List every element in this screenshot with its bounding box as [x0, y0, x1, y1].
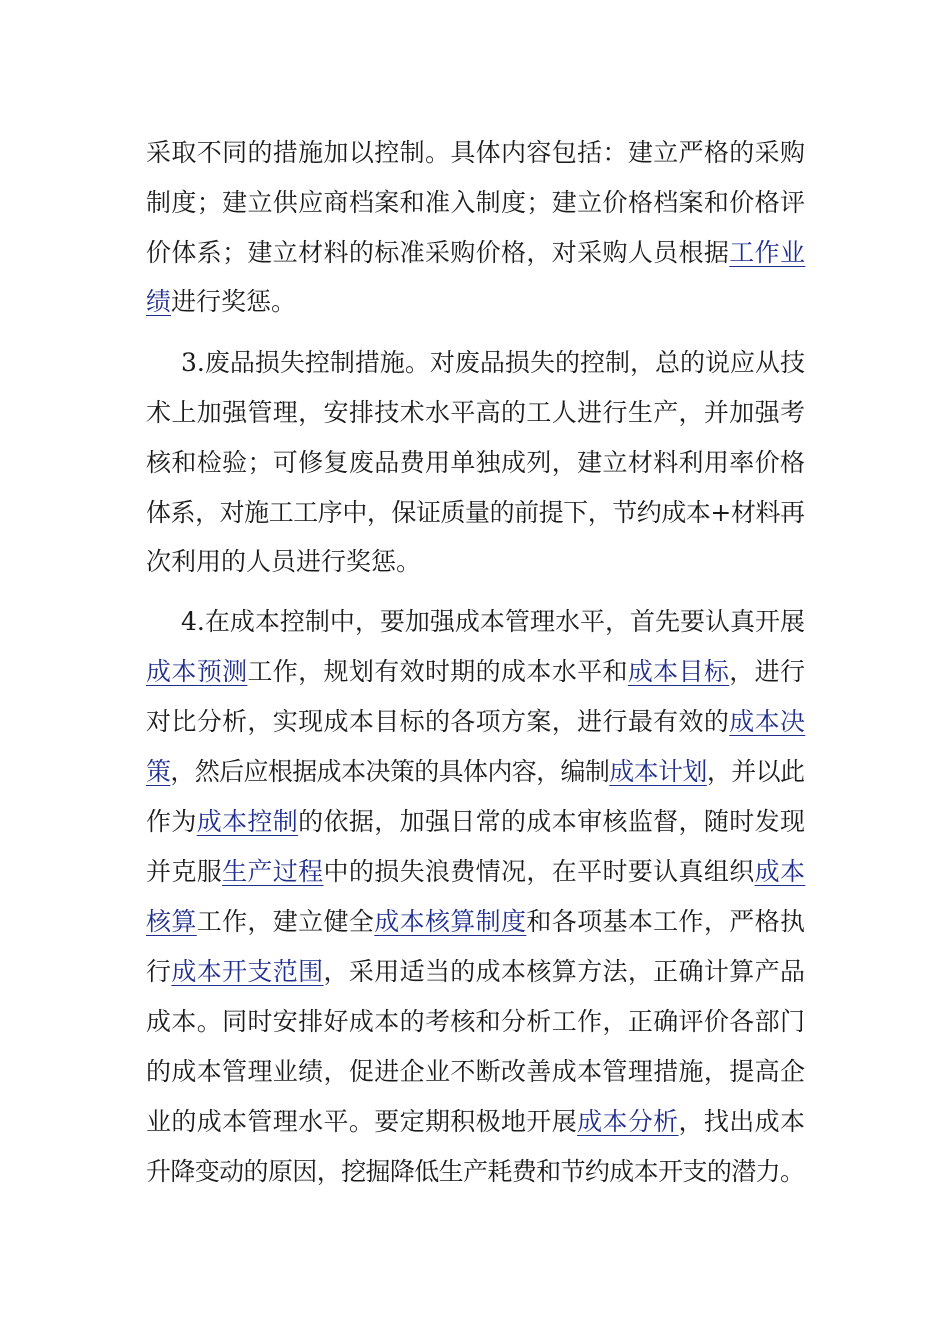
text-segment: ，并以此 — [706, 757, 805, 786]
line-text — [181, 338, 805, 388]
text-line — [0, 277, 950, 327]
text-line — [0, 1097, 950, 1147]
line-text — [146, 438, 805, 488]
hyperlink[interactable]: 核算 — [146, 907, 197, 936]
text-segment: 次利用的人员进行奖惩。 — [146, 547, 422, 576]
hyperlink[interactable]: 成本分析 — [577, 1107, 679, 1136]
text-line — [0, 597, 950, 647]
hyperlink[interactable]: 成本 — [754, 857, 806, 886]
text-line — [0, 338, 950, 388]
text-segment: ，进行 — [729, 657, 806, 686]
text-line — [0, 1047, 950, 1097]
line-text — [146, 537, 421, 587]
text-segment: 成本。同时安排好成本的考核和分析工作，正确评价各部门 — [146, 1007, 806, 1036]
hyperlink[interactable]: 成本预测 — [146, 657, 248, 686]
text-segment: 术上加强管理，安排技术水平高的工人进行生产，并加强考 — [146, 398, 806, 427]
line-text — [146, 178, 805, 228]
hyperlink[interactable]: 成本开支范围 — [171, 957, 324, 986]
text-line — [0, 647, 950, 697]
text-segment: 中的损失浪费情况，在平时要认真组织 — [323, 857, 755, 886]
hyperlink[interactable]: 生产过程 — [222, 857, 324, 886]
text-segment: 进行奖惩。 — [171, 287, 297, 316]
hyperlink[interactable]: 策 — [146, 757, 171, 786]
text-segment: 4.在成本控制中，要加强成本管理水平，首先要认真开展 — [181, 607, 806, 636]
text-segment: 升降变动的原因，挖掘降低生产耗费和节约成本开支的潜力。 — [146, 1157, 805, 1186]
text-segment: 工作，建立健全 — [196, 907, 375, 936]
text-segment: 体系，对施工工序中，保证质量的前提下，节约成本+材料再 — [146, 498, 805, 527]
text-line — [0, 537, 950, 587]
text-line — [0, 697, 950, 747]
hyperlink[interactable]: 成本核算制度 — [374, 907, 527, 936]
line-text — [181, 597, 805, 647]
hyperlink[interactable]: 成本目标 — [627, 657, 730, 686]
line-text — [146, 1047, 805, 1097]
line-text — [146, 1097, 805, 1147]
hyperlink[interactable]: 成本计划 — [609, 757, 707, 786]
text-segment: 业的成本管理水平。要定期积极地开展 — [146, 1107, 578, 1136]
text-line — [0, 947, 950, 997]
text-segment: 行 — [146, 957, 172, 986]
line-text — [146, 697, 805, 747]
line-text — [146, 747, 804, 797]
text-segment: ，找出成本 — [678, 1107, 806, 1136]
line-text — [146, 228, 805, 278]
text-line — [0, 747, 950, 797]
text-segment: 作为 — [146, 807, 197, 836]
text-segment: 3.废品损失控制措施。对废品损失的控制，总的说应从技 — [181, 348, 806, 377]
hyperlink[interactable]: 绩 — [146, 287, 172, 316]
line-text — [146, 277, 296, 327]
line-text — [146, 897, 805, 947]
text-line — [0, 228, 950, 278]
text-segment: ，然后应根据成本决策的具体内容，编制 — [170, 757, 610, 786]
line-text — [146, 1147, 804, 1197]
text-segment: 价体系；建立材料的标准采购价格，对采购人员根据 — [146, 238, 730, 267]
text-segment: 的依据，加强日常的成本审核监督，随时发现 — [298, 807, 806, 836]
line-text — [146, 647, 805, 697]
hyperlink[interactable]: 成本决 — [729, 707, 806, 736]
text-line — [0, 797, 950, 847]
text-segment: 的成本管理业绩，促进企业不断改善成本管理措施，提高企 — [146, 1057, 806, 1086]
text-segment: 采取不同的措施加以控制。具体内容包括：建立严格的采购 — [146, 138, 806, 167]
line-text — [146, 947, 805, 997]
line-text — [146, 128, 805, 178]
line-text — [146, 388, 805, 438]
text-segment: 对比分析，实现成本目标的各项方案，进行最有效的 — [146, 707, 730, 736]
text-segment: 和各项基本工作，严格执 — [526, 907, 806, 936]
text-segment: 并克服 — [146, 857, 223, 886]
text-line — [0, 1147, 950, 1197]
line-text — [146, 488, 805, 538]
hyperlink[interactable]: 成本控制 — [196, 807, 299, 836]
text-segment: 核和检验；可修复废品费用单独成列，建立材料利用率价格 — [146, 448, 806, 477]
hyperlink[interactable]: 工作业 — [729, 238, 806, 267]
text-segment: 工作，规划有效时期的成本水平和 — [247, 657, 628, 686]
text-line — [0, 488, 950, 538]
line-text — [146, 847, 805, 897]
text-line — [0, 178, 950, 228]
text-segment: ，采用适当的成本核算方法，正确计算产品 — [323, 957, 806, 986]
text-line — [0, 997, 950, 1047]
line-text — [146, 797, 805, 847]
text-line — [0, 897, 950, 947]
text-segment: 制度；建立供应商档案和准入制度；建立价格档案和价格评 — [146, 188, 806, 217]
text-line — [0, 128, 950, 178]
text-line — [0, 847, 950, 897]
line-text — [146, 997, 805, 1047]
text-line — [0, 388, 950, 438]
text-line — [0, 438, 950, 488]
